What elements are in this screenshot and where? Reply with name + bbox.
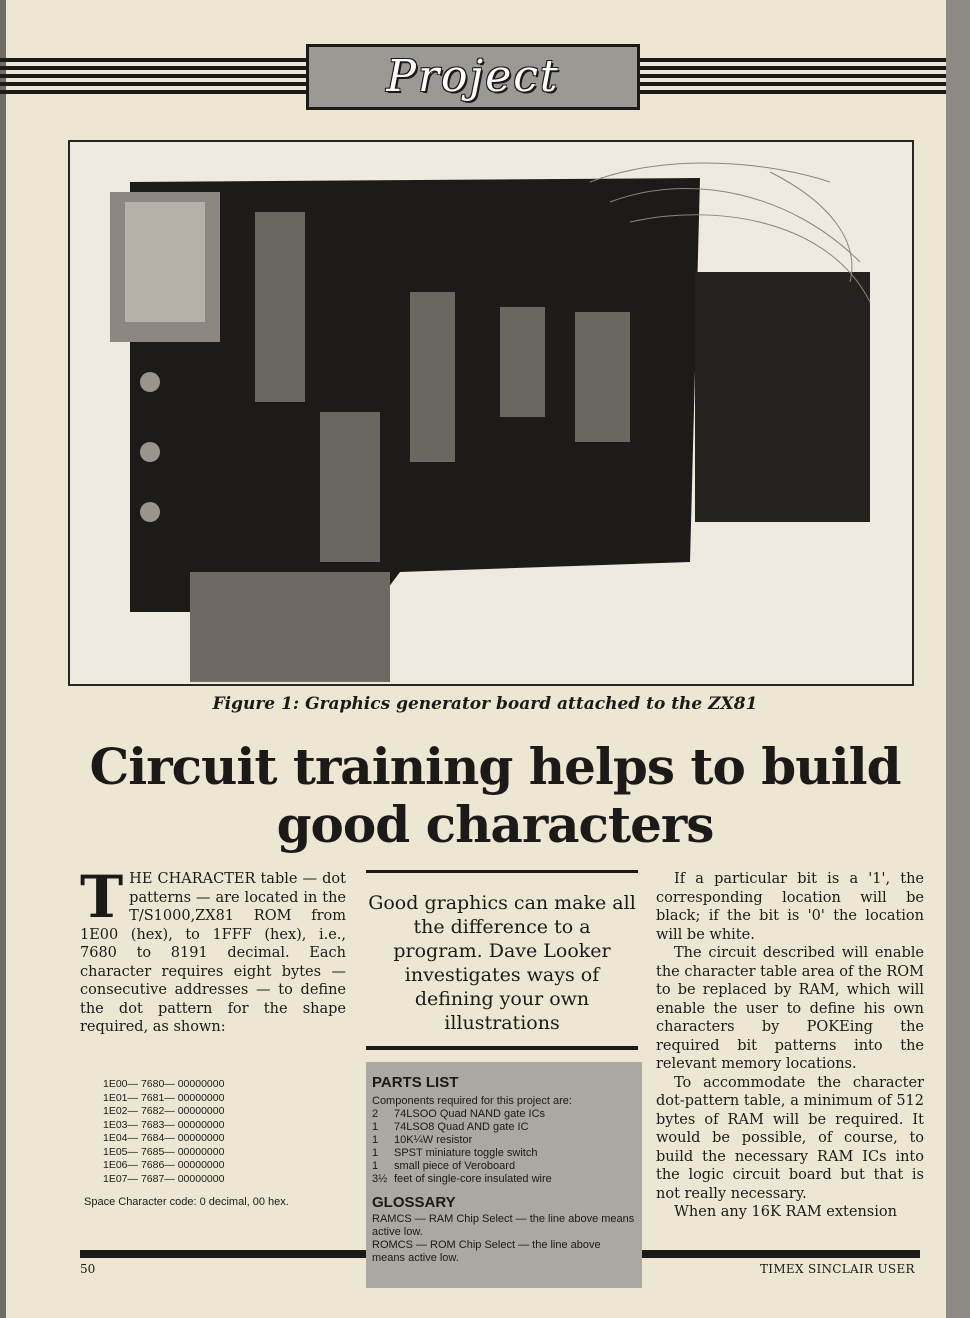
paragraph: When any 16K RAM extension (674, 1204, 897, 1220)
magazine-name: TIMEX SINCLAIR USER (760, 1262, 915, 1276)
parts-desc: 74LSOO Quad NAND gate ICs (394, 1108, 546, 1120)
paragraph: To accommodate the character dot-pattern table, a minimum of 512 bytes of RAM will be required. It would be possible, of course, to build the necessary RAM ICs into the logic circuit board but that is not really necessary. (656, 1074, 924, 1202)
parts-qty: 1 (372, 1134, 379, 1146)
drop-cap: T (80, 863, 124, 931)
parts-qty: 1 (372, 1147, 379, 1159)
table-row: 1E01— 7681— 00000000 (103, 1091, 225, 1104)
parts-desc: 10K¼W resistor (394, 1134, 473, 1146)
parts-qty: 1 (372, 1160, 379, 1172)
parts-item (372, 1121, 636, 1134)
footer-rule-left (80, 1250, 366, 1258)
table-row: 1E02— 7682— 00000000 (103, 1105, 225, 1117)
table-row: 1E03— 7683— 00000000 (103, 1118, 225, 1131)
standfirst (366, 870, 638, 1035)
parts-qty: 1 (372, 1121, 379, 1133)
dot-pattern-table (103, 1078, 224, 1186)
standfirst-text: Good graphics can make all the difference to a program. Dave Looker investigates ways of defining your own illustrations (368, 892, 636, 1034)
glossary-entry: ROMCS — ROM Chip Select — the line above means active low. (372, 1239, 601, 1264)
table-row: 1E07— 7687— 00000000 (103, 1172, 225, 1185)
column-1-text: HE CHARACTER table — dot patterns — are located in the T/S1000,ZX81 ROM from 1E00 (hex), to 1FFF (hex), i.e., 7680 to 8191 decimal. Each character requires eight bytes — consecutive addresses — to define the dot pattern for the shape required, as shown: (80, 871, 346, 1035)
parts-list-intro: Components required for this project are: (372, 1095, 572, 1107)
parts-list-box (366, 1062, 642, 1288)
body-column-3 (656, 870, 924, 1222)
parts-desc: feet of single-core insulated wire (394, 1173, 552, 1185)
parts-desc: SPST miniature toggle switch (394, 1147, 538, 1159)
parts-desc: 74LSO8 Quad AND gate IC (394, 1121, 529, 1133)
parts-item (372, 1108, 636, 1121)
footer-rule-right (642, 1250, 920, 1258)
headline-line-1: Circuit training helps to build (89, 737, 901, 796)
figure-caption: Figure 1: Graphics generator board attached to the ZX81 (212, 694, 758, 714)
table-row: 1E04— 7684— 00000000 (103, 1132, 225, 1144)
parts-qty: 3½ (372, 1173, 388, 1185)
standfirst-rule (366, 1046, 638, 1050)
circuit-board-image (70, 142, 912, 684)
parts-item (372, 1147, 636, 1160)
page-edge (0, 0, 6, 1318)
paragraph: If a particular bit is a '1', the corresponding location will be black; if the bit is '0' the location will be white. (656, 871, 924, 943)
space-character-note: Space Character code: 0 decimal, 00 hex. (84, 1196, 289, 1208)
parts-item (372, 1134, 636, 1147)
header-rule-right (636, 58, 970, 96)
glossary-title: GLOSSARY (372, 1194, 456, 1211)
section-banner (306, 44, 640, 110)
parts-item (372, 1173, 636, 1186)
table-row: 1E05— 7685— 00000000 (103, 1145, 225, 1158)
headline-line-2: good characters (276, 795, 714, 854)
table-row: 1E06— 7686— 00000000 (103, 1159, 225, 1171)
parts-desc: small piece of Veroboard (394, 1160, 516, 1172)
parts-qty: 2 (372, 1108, 379, 1120)
banner-title: Project (386, 51, 560, 102)
glossary-entry: RAMCS — RAM Chip Select — the line above means active low. (372, 1213, 635, 1238)
page-number: 50 (80, 1262, 96, 1276)
header-rule-left (0, 58, 310, 96)
binding-spine (946, 0, 970, 1318)
body-column-1 (80, 863, 346, 1037)
parts-list-title: PARTS LIST (372, 1074, 459, 1091)
table-row: 1E00— 7680— 00000000 (103, 1078, 225, 1090)
paragraph: The circuit described will enable the character table area of the ROM to be replaced by RAM, which will enable the user to define his own characters by POKEing the required bit patterns into the relevant memory locations. (656, 945, 924, 1072)
parts-item (372, 1160, 636, 1173)
circuit-board-photo (68, 140, 914, 686)
article-headline (60, 738, 930, 854)
